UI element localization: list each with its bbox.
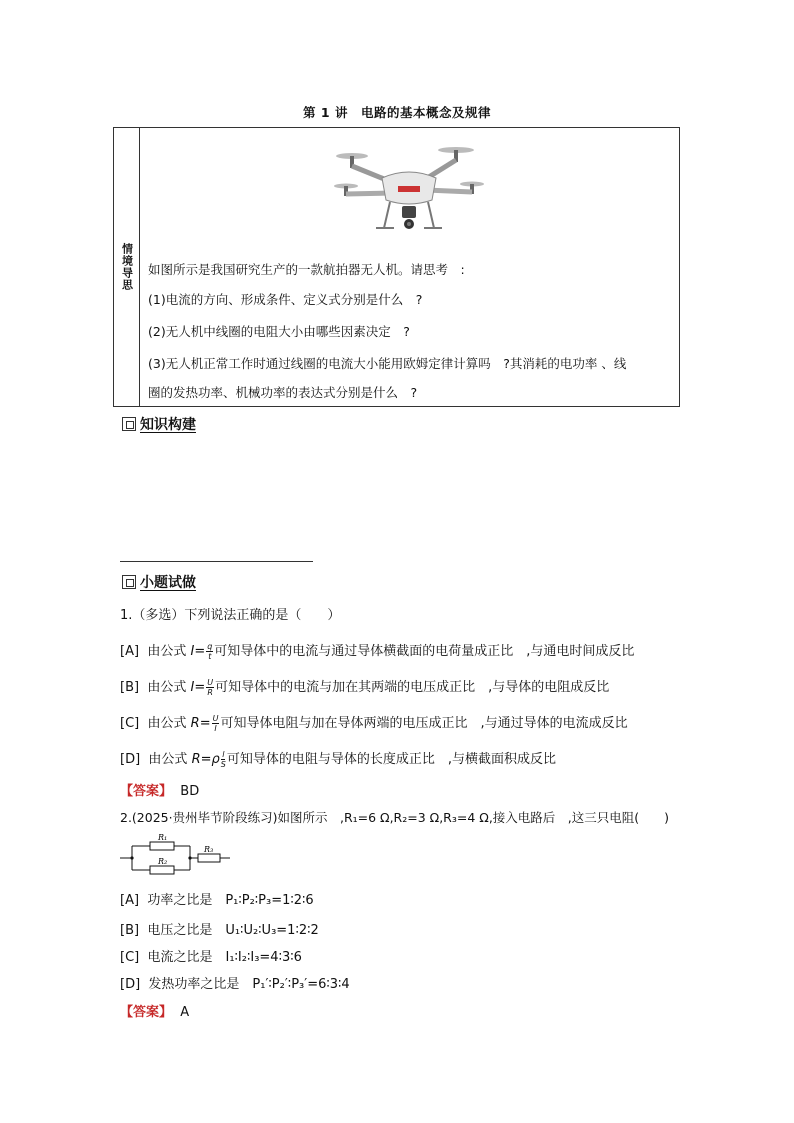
q1-option-c: [C] 由公式 R= $\frac{U}{I}$ 可知导体电阻与加在导体两端的电压成正比 ,与通过导体的电流成反比: [120, 714, 628, 733]
q2-stem: 2.(2025·贵州毕节阶段练习)如图所示 ,R₁=6 Ω,R₂=3 Ω,R₃=4 Ω,接入电路后 ,这三只电阻( ): [120, 810, 670, 825]
drone-image: [334, 138, 484, 248]
label-r1: R₁: [158, 833, 168, 842]
scenario-question-3: (3)无人机正常工作时通过线圈的电流大小能用欧姆定律计算吗 ?其消耗的电功率 、线: [148, 356, 627, 371]
q1-option-d: [D] 由公式 R=ρ $\frac{l}{S}$ 可知导体的电阻与导体的长度成正比 ,与横截面积成反比: [120, 750, 557, 769]
section-knowledge: 知识构建: [122, 414, 196, 434]
page-title: 第 1 讲 电路的基本概念及规律: [303, 105, 491, 120]
q1-option-b: [B] 由公式 I= $\frac{U}{R}$ 可知导体中的电流与加在其两端的电压成正比 ,与导体的电阻成反比: [120, 678, 610, 697]
label-r2: R₂: [158, 857, 168, 866]
section-quiz: 小题试做: [122, 572, 196, 592]
scenario-question-2: (2)无人机中线圈的电阻大小由哪些因素决定 ?: [148, 324, 410, 339]
q1-option-a: [A] 由公式 I= $\frac{q}{t}$ 可知导体中的电流与通过导体横截面的电荷量成正比 ,与通电时间成反比: [120, 642, 635, 661]
scenario-side-label: 情境导思: [114, 128, 140, 406]
scenario-intro: 如图所示是我国研究生产的一款航拍器无人机。请思考 :: [148, 262, 465, 277]
q1-stem: 1.（多选）下列说法正确的是（ ）: [120, 608, 341, 623]
q1-answer: 【答案】 BD: [120, 784, 200, 799]
scenario-question-3-cont: 圈的发热功率、机械功率的表达式分别是什么 ?: [148, 385, 418, 400]
scenario-question-1: (1)电流的方向、形成条件、定义式分别是什么 ?: [148, 292, 423, 307]
scenario-box: [113, 127, 680, 407]
section-icon: [122, 417, 136, 431]
q2-option-a: [A] 功率之比是 P₁∶P₂∶P₃=1∶2∶6: [120, 893, 314, 908]
q2-option-c: [C] 电流之比是 I₁∶I₂∶I₃=4∶3∶6: [120, 950, 302, 965]
label-r3: R₃: [204, 845, 214, 854]
q2-answer: 【答案】 A: [120, 1005, 190, 1020]
circuit-diagram: [120, 831, 230, 879]
q2-option-b: [B] 电压之比是 U₁∶U₂∶U₃=1∶2∶2: [120, 923, 319, 938]
divider: [120, 561, 313, 562]
q2-option-d: [D] 发热功率之比是 P₁′∶P₂′∶P₃′=6∶3∶4: [120, 977, 350, 992]
section-icon: [122, 575, 136, 589]
